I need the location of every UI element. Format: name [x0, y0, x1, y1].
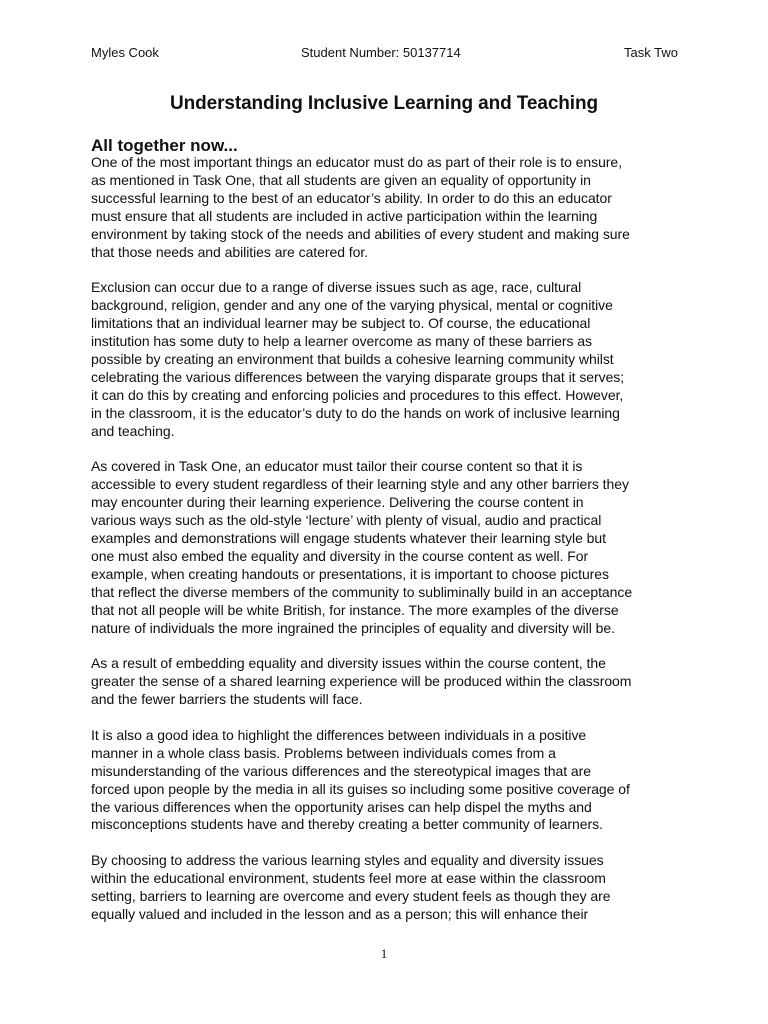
header-student-number: Student Number: 50137714	[301, 45, 461, 60]
text-line: By choosing to address the various learning styles and equality and diversity issues	[91, 852, 604, 869]
text-line: misunderstanding of the various differences and the stereotypical images that are	[91, 762, 591, 779]
text-line: that not all people will be white British, for instance. The more examples of the diverse	[91, 601, 619, 618]
text-line: various ways such as the old-style ‘lecture’ with plenty of visual, audio and practical	[91, 512, 602, 529]
section-heading: All together now...	[91, 136, 238, 155]
text-line: setting, barriers to learning are overcome and every student feels as though they are	[91, 888, 611, 905]
text-line: misconceptions students have and thereby creating a better community of learners.	[91, 816, 603, 833]
text-line: As a result of embedding equality and diversity issues within the course content, the	[91, 655, 606, 672]
text-line: possible by creating an environment that builds a cohesive learning community whilst	[91, 350, 614, 367]
text-line: Exclusion can occur due to a range of diverse issues such as age, race, cultural	[91, 279, 582, 296]
text-line: background, religion, gender and any one of the varying physical, mental or cognitive	[91, 297, 613, 314]
document-title: Understanding Inclusive Learning and Teaching	[170, 93, 598, 114]
page-number: 1	[380, 946, 388, 961]
text-line: must ensure that all students are included in active participation within the learning	[91, 207, 598, 224]
text-line: manner in a whole class basis. Problems between individuals comes from a	[91, 744, 556, 761]
page-header	[91, 45, 678, 63]
body-text	[91, 154, 691, 942]
text-line: may encounter during their learning experience. Delivering the course content in	[91, 494, 584, 511]
text-line: One of the most important things an educator must do as part of their role is to ensure,	[91, 154, 622, 170]
text-line: It is also a good idea to highlight the differences between individuals in a positive	[91, 726, 587, 743]
text-line: it can do this by creating and enforcing policies and procedures to this effect. However,	[91, 386, 624, 403]
text-line: environment by taking stock of the needs and abilities of every student and making sure	[91, 225, 630, 242]
paragraph-3	[91, 458, 691, 637]
text-line: as mentioned in Task One, that all students are given an equality of opportunity in	[91, 171, 591, 188]
paragraph-2	[91, 279, 691, 440]
text-line: equally valued and included in the lesson and as a person; this will enhance their	[91, 905, 589, 922]
text-line: limitations that an individual learner may be subject to. Of course, the educational	[91, 315, 591, 332]
text-line: that reflect the diverse members of the community to subliminally build in an acceptance	[91, 583, 633, 600]
paragraph-5	[91, 727, 691, 834]
text-line: within the educational environment, students feel more at ease within the classroom	[91, 870, 606, 887]
paragraph-1	[91, 154, 691, 261]
text-line: examples and demonstrations will engage students whatever their learning style but	[91, 530, 606, 546]
paragraph-4	[91, 655, 691, 709]
text-line: and teaching.	[91, 422, 175, 439]
text-line: and the fewer barriers the students will face.	[91, 691, 363, 708]
text-line: celebrating the various differences between the varying disparate groups that it serves;	[91, 368, 625, 385]
text-line: nature of individuals the more ingrained the principles of equality and diversity will be.	[91, 619, 615, 636]
text-line: As covered in Task One, an educator must tailor their course content so that it is	[91, 458, 583, 475]
text-line: accessible to every student regardless of their learning style and any other barriers they	[91, 476, 629, 493]
text-line: forced upon people by the media in all its guises so including some positive coverage of	[91, 780, 630, 797]
text-line: successful learning to the best of an educator’s ability. In order to do this an educator	[91, 189, 612, 206]
header-task: Task Two	[624, 45, 678, 60]
text-line: one must also embed the equality and diversity in the course content as well. For	[91, 547, 589, 564]
text-line: the various differences when the opportunity arises can help dispel the myths and	[91, 798, 592, 815]
text-line: greater the sense of a shared learning experience will be produced within the classroom	[91, 673, 632, 690]
text-line: institution has some duty to help a learner overcome as many of these barriers as	[91, 333, 592, 350]
text-line: that those needs and abilities are catered for.	[91, 243, 369, 260]
paragraph-6	[91, 852, 691, 924]
text-line: in the classroom, it is the educator’s duty to do the hands on work of inclusive learning	[91, 404, 620, 421]
header-author: Myles Cook	[91, 45, 159, 60]
text-line: example, when creating handouts or presentations, it is important to choose pictures	[91, 565, 609, 582]
